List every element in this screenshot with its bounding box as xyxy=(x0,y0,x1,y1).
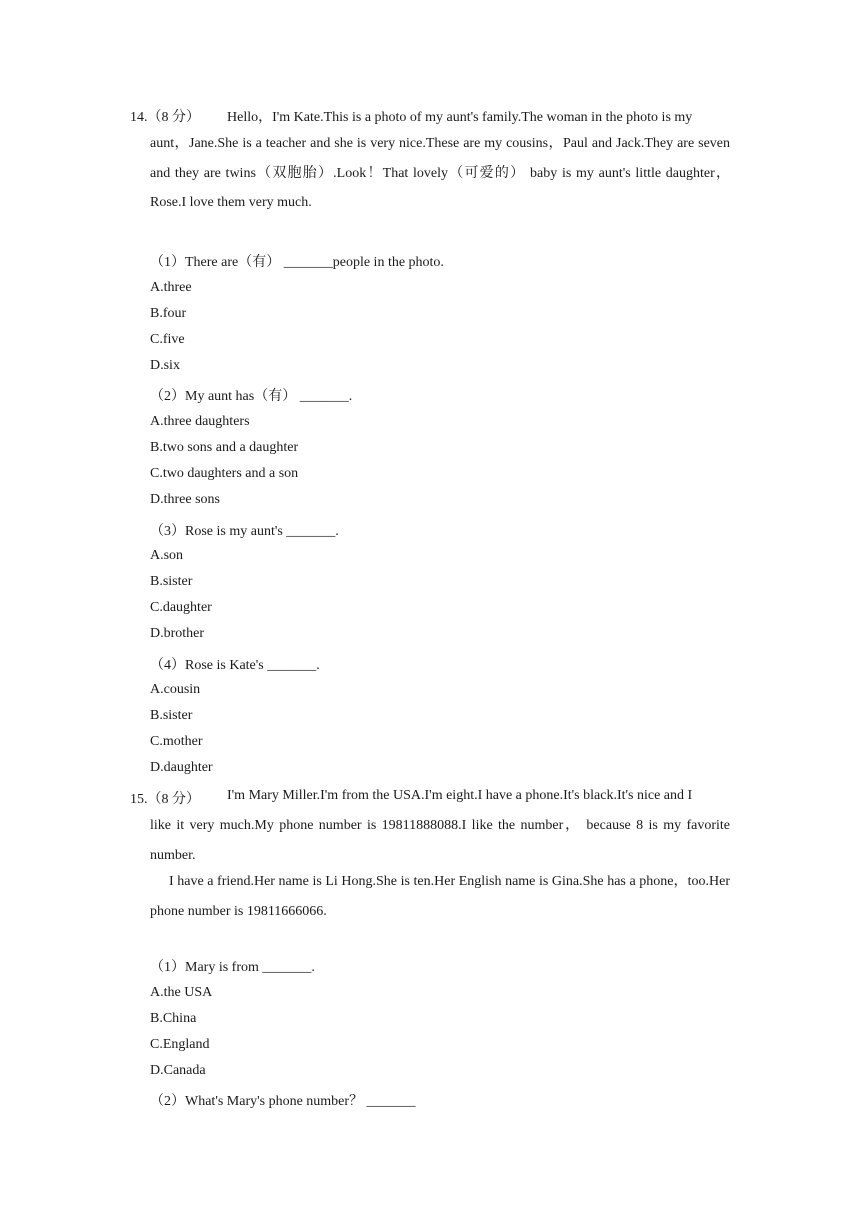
q14-sub2-option-a: A.three daughters xyxy=(150,414,250,429)
q14-sub2-option-d: D.three sons xyxy=(150,492,220,507)
q14-sub1-option-d: D.six xyxy=(150,358,180,373)
q14-sub3-stem: （3）Rose is my aunt's _______. xyxy=(150,524,339,539)
q15-sub1-option-b: B.China xyxy=(150,1011,197,1026)
q15-sub1-option-d: D.Canada xyxy=(150,1063,206,1078)
q15-sub2-stem: （2）What's Mary's phone number？ _______ xyxy=(150,1094,416,1109)
question-14-first-line: Hello，I'm Kate.This is a photo of my aunt's family.The woman in the photo is my xyxy=(227,110,693,125)
question-15-number: 15.（8 分） xyxy=(130,792,200,807)
q14-sub4-stem: （4）Rose is Kate's _______. xyxy=(150,658,320,673)
q14-sub4-option-c: C.mother xyxy=(150,734,203,749)
question-15-passage: like it very much.My phone number is 19811888088.I like the number， because 8 is my favorite number. xyxy=(150,818,730,863)
q14-sub1-option-b: B.four xyxy=(150,306,187,321)
q14-sub3-option-d: D.brother xyxy=(150,626,205,641)
q14-sub3-option-b: B.sister xyxy=(150,574,193,589)
q14-sub2-option-c: C.two daughters and a son xyxy=(150,466,299,481)
q15-sub1-stem: （1）Mary is from _______. xyxy=(150,960,315,975)
q14-sub4-option-d: D.daughter xyxy=(150,760,213,775)
q14-sub3-option-a: A.son xyxy=(150,548,184,563)
question-14-number: 14.（8 分） xyxy=(130,110,200,125)
question-15-first-line: I'm Mary Miller.I'm from the USA.I'm eight.I have a phone.It's black.It's nice and I xyxy=(227,788,693,803)
q14-sub4-option-b: B.sister xyxy=(150,708,193,723)
q14-sub2-stem: （2）My aunt has（有） _______. xyxy=(150,389,353,404)
q14-sub1-stem: （1）There are（有） _______people in the photo. xyxy=(150,255,444,270)
q14-sub1-option-c: C.five xyxy=(150,332,185,347)
q14-sub3-option-c: C.daughter xyxy=(150,600,212,615)
q14-sub2-option-b: B.two sons and a daughter xyxy=(150,440,299,455)
question-14-passage: aunt，Jane.She is a teacher and she is very nice.These are my cousins，Paul and Jack.They are seven and they are twins（双胞胎）.Look！That lovely（可爱的） baby is my aunt's little daughter，Rose.I love them very much. xyxy=(150,136,730,210)
q14-sub4-option-a: A.cousin xyxy=(150,682,201,697)
question-15-passage-2: I have a friend.Her name is Li Hong.She is ten.Her English name is Gina.She has a phone，too.Her phone number is 19811666066. xyxy=(150,874,730,919)
q15-sub1-option-c: C.England xyxy=(150,1037,210,1052)
q14-sub1-option-a: A.three xyxy=(150,280,192,295)
q15-sub1-option-a: A.the USA xyxy=(150,985,213,1000)
